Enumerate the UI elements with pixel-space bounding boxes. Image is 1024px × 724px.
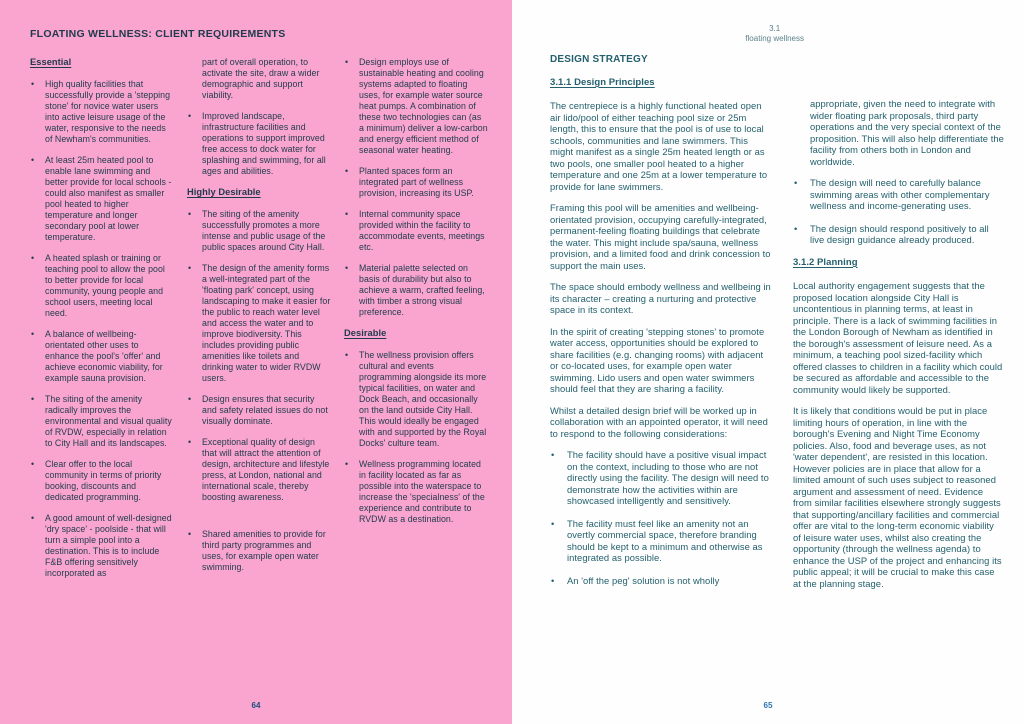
right-column-2 (793, 98, 1004, 599)
section-label: floating wellness (745, 34, 804, 43)
bullet-item: • Internal community space provided within the facility to accommodate events, meetings etc. (344, 209, 488, 253)
bullet-item: • Planted spaces form an integrated part of wellness provision, increasing its USP. (344, 166, 488, 199)
paragraph: The space should embody wellness and wellbeing in its character – creating a nurturing and protective space in its context. (550, 281, 771, 315)
page-title-design-strategy: DESIGN STRATEGY (550, 54, 648, 65)
bullet-item: • The design should respond positively to all live design guidance already produced. (793, 223, 1004, 246)
section-number: 3.1 (769, 24, 781, 33)
right-page-columns (550, 24, 1004, 599)
bullet-item: • The wellness provision offers cultural and events programming alongside its more typical facilities, on water and Dock Beach, and occasionally on the land outside City Hall. This would ideally be engaged with and supported by the Royal Docks' culture team. (344, 350, 488, 449)
considerations-bullet-list-continued (793, 177, 1004, 246)
essential-bullet-list (30, 79, 174, 579)
bullet-item: • Clear offer to the local community in terms of priority booking, discounts and dedicated programming. (30, 459, 174, 503)
bullet-item: • The facility should have a positive visual impact on the context, including to those who are not directly using the facility. The design will need to demonstrate how the activities within are showcased intelligently and sensitively. (550, 449, 773, 507)
paragraph: It is likely that conditions would be put in place limiting hours of operation, in line with the borough's Evening and Night Time Economy policies. Also, food and beverage uses, as not 'water dependent', are resisted in this location. However policies are in place that allow for a limited amount of such uses subject to reasoned argument and assessment of need. Evidence from similar facilities elsewhere strongly suggests that supporting/ancillary facilities and commercial offer are vital to the long-term economic viability of leisure water uses, whilst also creating the opportunity (through the wellness agenda) to enhance the USP of the project and enhancing its public appeal; it will be crucial to make this case at the planning stage. (792, 405, 1002, 589)
bullet-item: • An 'off the peg' solution is not wholly (550, 575, 773, 587)
left-column-1 (30, 57, 174, 589)
bullet-item: • The siting of the amenity successfully promotes a more intense and public usage of the public spaces around City Hall. (187, 209, 331, 253)
bullet-item: • Improved landscape, infrastructure facilities and operations to support improved free access to dock water for splashing and swimming, for all ages and abilities. (187, 111, 331, 177)
section-heading-highly-desirable: Highly Desirable (187, 187, 261, 197)
bullet-item: • Exceptional quality of design that will attract the attention of design, architecture and lifestyle press, at London, national and international scale, thereby boosting awareness. (187, 437, 331, 503)
paragraph: Framing this pool will be amenities and wellbeing-orientated provision, occupying carefully-integrated, permanent-feeling floating buildings that celebrate the water. This might include spa/sauna, wellness provision, and a limited food and drink concession to support the main uses. (550, 202, 771, 271)
section-heading-desirable: Desirable (344, 328, 387, 338)
page-title: FLOATING WELLNESS: CLIENT REQUIREMENTS (30, 28, 286, 40)
bullet-item: • The design will need to carefully balance swimming areas with other complementary wellness and income-generating uses. (793, 177, 1004, 212)
bullet-item: • The design of the amenity forms a well-integrated part of the 'floating park' concept, using landscaping to make it easier for the public to reach water level and access the water and to improve biodiversity. This includes providing public amenities like toilets and drinking water to wider RVDW users. (187, 263, 331, 384)
bullet-item: • A good amount of well-designed 'dry space' - poolside - that will turn a simple pool into a destination. This is to include F&B offering sensitively incorporated as (30, 513, 174, 579)
continuation-text: appropriate, given the need to integrate with wider floating park proposals, third party operations and the very special context of the proposition. This will also help differentiate the facility from others both in London and worldwide. (809, 98, 1004, 167)
page-number-left: 64 (251, 701, 261, 710)
bullet-item: • At least 25m heated pool to enable lane swimming and better provide for local schools - could also manifest as smaller pool heated to higher temperature and longer secondary pool at lower temperature. (30, 155, 174, 243)
subheading-design-principles: 3.1.1 Design Principles (550, 76, 655, 88)
essential-bullet-list-continued (187, 111, 331, 177)
bullet-item: • The facility must feel like an amenity not an overtly commercial space, therefore branding should be kept to a minimum and otherwise as integrated as possible. (550, 518, 773, 564)
page-number-right: 65 (763, 701, 773, 710)
bullet-item: • Wellness programming located in facility located as far as possible into the waterspace to increase the 'specialness' of the experience and contribute to RVDW as a destination. (344, 459, 488, 525)
bullet-item: • A heated splash or training or teaching pool to allow the pool to better provide for local community, young people and school users, meeting local need. (30, 253, 174, 319)
paragraph: In the spirit of creating 'stepping stones' to promote water access, opportunities should be explored to share facilities (e.g. changing rooms) with adjacent or co-located uses, for example open water swimming. Lido users and open water swimmers should feel that they are sharing a facility. (550, 325, 765, 394)
paragraph: Local authority engagement suggests that the proposed location alongside City Hall is uncontentious in planning terms, at least in principle. There is a lack of swimming facilities in the London Borough of Newham as identified in the borough's assessment of leisure need. As a minimum, a teaching pool sized-facility which offered classes to children in a facility which could be secured as affordable and accessible to the community would likely be supported. (792, 280, 1003, 395)
paragraph: Whilst a detailed design brief will be worked up in collaboration with an appointed operator, it will need to respond to the following considerations: (550, 404, 768, 439)
bullet-item: • Material palette selected on basis of durability but also to achieve a warm, crafted feeling, with timber a strong visual preference. (344, 263, 488, 318)
bullet-item: • Shared amenities to provide for third party programmes and uses, for example open water swimming. (187, 529, 331, 573)
paragraph: The centrepiece is a highly functional heated open air lido/pool of either teaching pool size or 25m length, this to ensure that the pool is of use to local schools, communities and lane swimmers. This might manifest as a single 25m heated length or as two pools, one smaller pool heated to a higher temperature and one 25m at a lower temperature to provide for lane swimmers. (550, 100, 768, 192)
left-column-3 (344, 57, 488, 589)
right-page-design-strategy (512, 0, 1024, 724)
bullet-item: • High quality facilities that successfully provide a 'stepping stone' for novice water users into active leisure usage of the water, responsive to the needs of Newham's communities. (30, 79, 174, 145)
highly-desirable-bullet-list (187, 209, 331, 573)
left-page-columns (30, 57, 488, 589)
desirable-bullet-list (344, 350, 488, 525)
highly-desirable-bullet-list-continued (344, 57, 488, 318)
considerations-bullet-list (550, 449, 773, 586)
section-heading-essential: Essential (30, 57, 72, 67)
subheading-planning: 3.1.2 Planning (792, 256, 858, 268)
left-column-2 (187, 57, 331, 589)
section-reference (745, 24, 804, 44)
bullet-item: • The siting of the amenity radically improves the environmental and visual quality of RVDW, especially in relation to City Hall and its landscapes. (30, 394, 174, 449)
bullet-item: • Design employs use of sustainable heating and cooling systems adapted to floating uses, for example water source heat pumps. A combination of these two technologies can (as a minimum) deliver a low-carbon and energy efficient method of seasonal water heating. (344, 57, 488, 156)
continuation-text: part of overall operation, to activate the site, draw a wider demographic and support viability. (202, 57, 320, 100)
bullet-item: • Design ensures that security and safety related issues do not visually dominate. (187, 394, 331, 427)
right-column-1 (550, 24, 773, 599)
bullet-item: • A balance of wellbeing-orientated other uses to enhance the pool's 'offer' and achieve economic viability, for example sauna provision. (30, 329, 174, 384)
